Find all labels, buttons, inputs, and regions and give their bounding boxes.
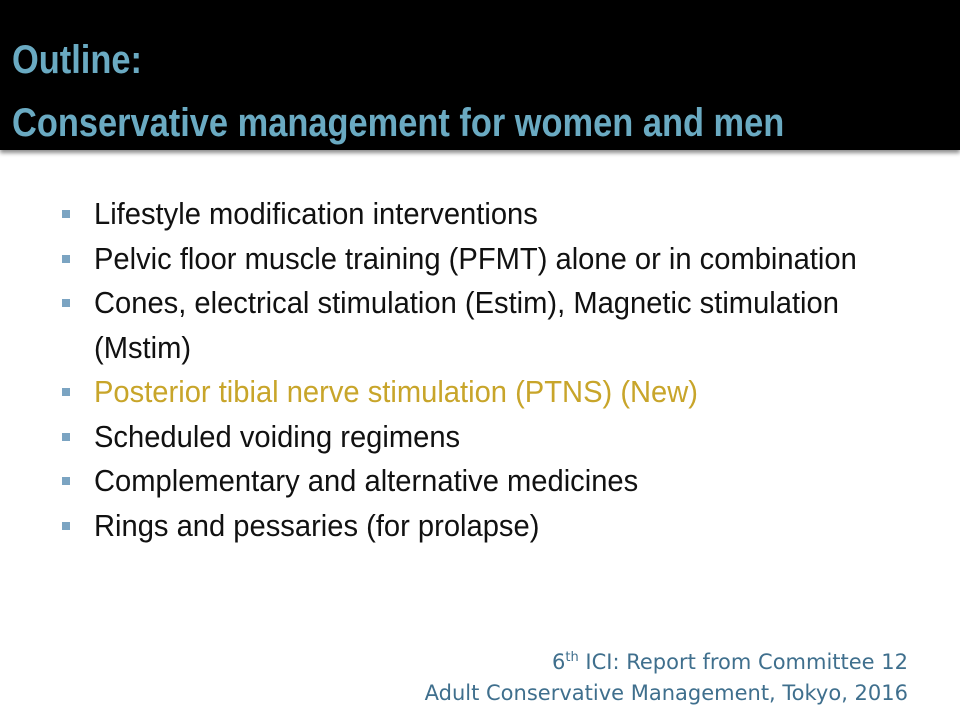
citation-number: 6 (552, 650, 566, 674)
slide-title: Outline: (12, 38, 142, 82)
citation-footer (425, 647, 908, 709)
bullet-item (60, 281, 940, 326)
bullet-item-highlighted (60, 370, 940, 415)
bullet-item (60, 459, 940, 504)
square-bullet-icon (62, 433, 70, 441)
bullet-list (60, 192, 940, 548)
square-bullet-icon (62, 477, 70, 485)
bullet-item (60, 504, 940, 549)
square-bullet-icon (62, 255, 70, 263)
citation-line-2: Adult Conservative Management, Tokyo, 2016 (424, 681, 908, 705)
square-bullet-icon (62, 388, 70, 396)
title-bar (0, 0, 960, 150)
bullet-item (60, 415, 940, 460)
bullet-text: Pelvic floor muscle training (PFMT) alone or in combination (94, 240, 857, 276)
citation-report: ICI: Report from Committee 12 (578, 650, 908, 674)
citation-line-1 (425, 647, 908, 678)
bullet-text: (Mstim) (94, 329, 192, 365)
bullet-item (60, 237, 940, 282)
bullet-text: Cones, electrical stimulation (Estim), Magnetic stimulation (94, 285, 839, 320)
slide-subtitle: Conservative management for women and men (12, 101, 785, 145)
citation-superscript: th (565, 650, 579, 665)
bullet-text: Posterior tibial nerve stimulation (PTNS) (New) (94, 374, 699, 409)
bullet-text: Rings and pessaries (for prolapse) (94, 507, 540, 543)
bullet-text: Scheduled voiding regimens (94, 418, 461, 454)
square-bullet-icon (62, 210, 70, 218)
square-bullet-icon (62, 522, 70, 530)
bullet-continuation (60, 326, 940, 371)
bullet-text: Lifestyle modification interventions (94, 196, 538, 231)
square-bullet-icon (62, 299, 70, 307)
bullet-item (60, 192, 940, 237)
bullet-text: Complementary and alternative medicines (94, 463, 639, 498)
